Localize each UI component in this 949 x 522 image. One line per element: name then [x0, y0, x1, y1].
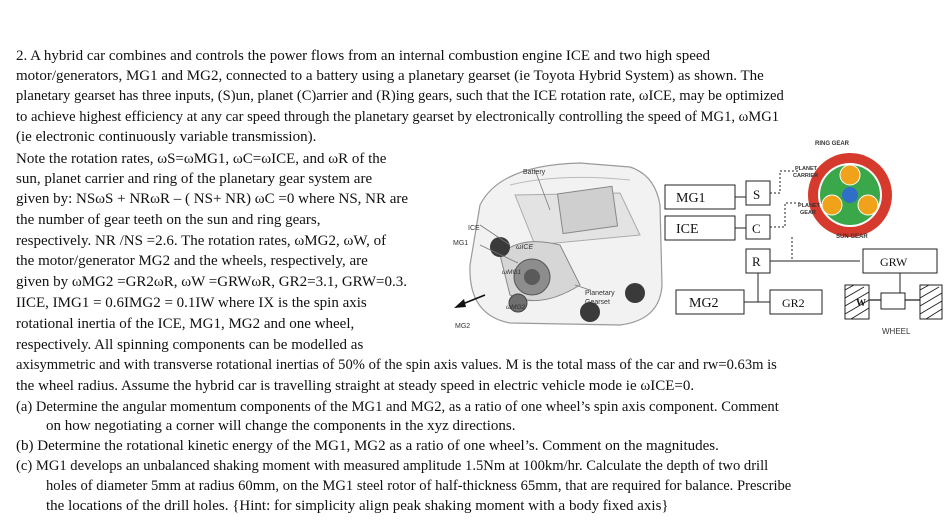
gearset-label: Gearset: [585, 299, 610, 306]
text-line-17: the wheel radius. Assume the hybrid car is travelling straight at steady speed in electric vehicle mode ie ωICE=0.: [16, 378, 695, 394]
planet-gear-label-1: PLANET: [798, 203, 820, 209]
omega-mg1-label: ωMG1: [502, 269, 522, 276]
text-line-13: IICE, IMG1 = 0.6IMG2 = 0.1IW where IX is the spin axis: [16, 295, 367, 311]
text-line-12: given by ωMG2 =GR2ωR, ωW =GRWωR, GR2=3.1, GRW=0.3.: [16, 274, 407, 290]
question-a-line-2: on how negotiating a corner will change the components in the xyz directions.: [46, 418, 516, 434]
right-wheel: [920, 285, 942, 319]
planet-gear-2: [822, 195, 842, 215]
planet-carrier-label-2: CARRIER: [793, 173, 819, 179]
text-line-3: planetary gearset has three inputs, (S)un, planet (C)arrier and (R)ing gears, such that the ICE rotation rate, ωICE, may be optimized: [16, 88, 784, 104]
text-line-9: the number of gear teeth on the sun and ring gears,: [16, 212, 321, 228]
gr2-box-label: GR2: [782, 296, 805, 310]
battery-label: Battery: [523, 169, 546, 176]
planetary-label: Planetary: [585, 290, 615, 297]
text-line-2: motor/generators, MG1 and MG2, connected to a battery using a planetary gearset (ie Toyota Hybrid System) as shown. The: [16, 68, 764, 84]
text-line-15: respectively. All spinning components can be modelled as: [16, 337, 364, 353]
question-c-line-3: the locations of the drill holes. {Hint: for simplicity align peak shaking moment with a body fixed axis}: [46, 498, 669, 514]
planet-gear-1: [840, 165, 860, 185]
text-line-14: rotational inertia of the ICE, MG1, MG2 and one wheel,: [16, 316, 355, 332]
grw-box-label: GRW: [880, 255, 908, 269]
w-label: W: [856, 298, 866, 309]
ice-box-label: ICE: [676, 222, 699, 237]
powertrain-schematic: [665, 171, 942, 336]
question-b: (b) Determine the rotational kinetic energy of the MG1, MG2 as a ratio of one wheel’s. Comment on the magnitudes.: [16, 438, 719, 454]
mg2-box-label: MG2: [689, 296, 719, 311]
planet-gear-3: [858, 195, 878, 215]
arrow-head-icon: [454, 299, 466, 308]
omega-mg2-label: ωMG2: [506, 304, 526, 311]
mg1-box-label: MG1: [676, 191, 706, 206]
planet-gear-label-2: GEAR: [800, 210, 816, 216]
car-illustration: [453, 163, 662, 330]
question-c-line-2: holes of diameter 5mm at radius 60mm, on the MG1 steel rotor of half-thickness 65mm, that are required for balance. Prescribe: [46, 478, 792, 494]
text-line-7: sun, planet carrier and ring of the planetary gear system are: [16, 171, 373, 187]
wheel-label: WHEEL: [882, 327, 911, 336]
text-line-5: (ie electronic continuously variable transmission).: [16, 129, 317, 145]
text-line-8: given by: NSωS + NRωR – ( NS+ NR) ωC =0 where NS, NR are: [16, 191, 409, 207]
text-line-4: to achieve highest efficiency at any car speed through the planetary gearset by electronically controlling the speed of MG1, ωMG1: [16, 109, 780, 125]
text-line-16: axisymmetric and with transverse rotational inertias of 50% of the spin axis values. M is the total mass of the car and rw=0.63m is: [16, 357, 777, 373]
ring-gear-label: RING GEAR: [815, 141, 850, 147]
planet-carrier-label-1: PLANET: [795, 166, 817, 172]
ice-label: ICE: [468, 225, 480, 232]
text-line-10: respectively. NR /NS =2.6. The rotation rates, ωMG2, ωW, of: [16, 233, 387, 249]
question-a-line-1: (a) Determine the angular momentum components of the MG1 and MG2, as a ratio of one wheel’s spin axis component. Comment: [16, 399, 779, 415]
planetary-gear-diagram: [793, 141, 892, 240]
carrier-box-label: C: [752, 221, 761, 236]
sun-gear: [842, 187, 858, 203]
omega-ice-label: ωICE: [516, 244, 534, 251]
text-line-1: 2. A hybrid car combines and controls the power flows from an internal combustion engine ICE and two high speed: [16, 48, 711, 64]
question-c-line-1: (c) MG1 develops an unbalanced shaking moment with measured amplitude 1.5Nm at 100km/hr. Calculate the depth of two drill: [16, 458, 769, 474]
ring-box-label: R: [752, 254, 761, 269]
text-line-11: the motor/generator MG2 and the wheels, respectively, are: [16, 253, 368, 269]
mg2-label: MG2: [455, 323, 471, 330]
hybrid-system-figure: [440, 135, 945, 350]
sun-box-label: S: [753, 187, 761, 202]
text-line-6: Note the rotation rates, ωS=ωMG1, ωC=ωICE, and ωR of the: [16, 151, 387, 167]
mg1-label: MG1: [453, 240, 469, 247]
sun-gear-label: SUN GEAR: [836, 234, 868, 240]
